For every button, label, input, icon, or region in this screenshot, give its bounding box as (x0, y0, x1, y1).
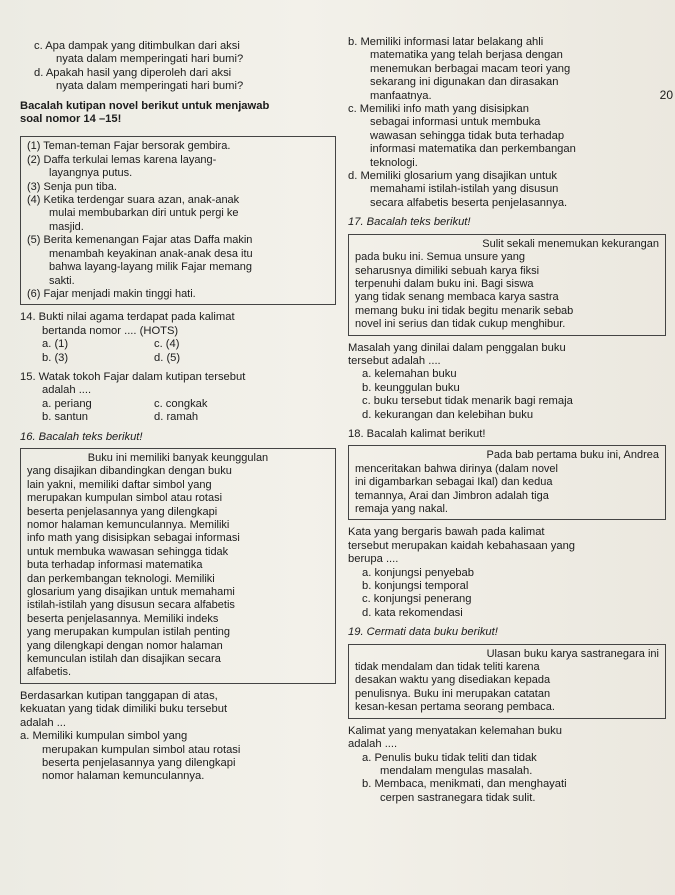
excerpt-line: (5) Berita kemenangan Fajar atas Daffa makin (27, 234, 253, 247)
box-line: Ulasan buku karya sastranegara ini (486, 647, 659, 660)
excerpt-line: masjid. (49, 220, 84, 233)
instruction-line: Bacalah kutipan novel berikut untuk menjawab (20, 99, 270, 112)
option-a-cont: nomor halaman kemunculannya. (42, 770, 205, 783)
option-a-cont: mendalam mengulas masalah. (380, 764, 533, 777)
excerpt-line: sakti. (49, 274, 75, 287)
option-c-cont: teknologi. (370, 156, 418, 169)
option-a-cont: beserta penjelasannya yang dilengkapi (42, 756, 236, 769)
box-line: info math yang disisipkan sebagai informasi (27, 532, 240, 545)
option-d-cont: nyata dalam memperingati hari bumi? (56, 80, 244, 93)
option-b-cont: matematika yang telah berjasa dengan (370, 49, 563, 62)
option-a: a. konjungsi penyebab (362, 566, 474, 579)
option-row (20, 411, 336, 424)
option-d: d. kata rekomendasi (362, 606, 463, 619)
excerpt-line: layangnya putus. (49, 167, 133, 180)
option-c-cont: wawasan sehingga tidak buta terhadap (370, 129, 565, 142)
question-19 (348, 725, 666, 805)
option-b-cont: sekarang ini digunakan dan dirasakan (370, 76, 559, 89)
excerpt-line: (4) Ketika terdengar suara azan, anak-anak (27, 194, 240, 207)
box-line: temannya, Arai dan Jimbron adalah tiga (355, 489, 549, 502)
excerpt-line: (2) Daffa terkulai lemas karena layang- (27, 153, 217, 166)
option-a: a. Memiliki kumpulan simbol yang (20, 730, 188, 743)
box-line: untuk membuka wawasan sehingga tidak (27, 545, 229, 558)
question-text: Kalimat yang menyatakan kelemahan buku (348, 724, 562, 737)
option-row (20, 398, 336, 411)
option-a-cont: merupakan kumpulan simbol atau rotasi (42, 743, 241, 756)
option-c: c. Apa dampak yang ditimbulkan dari aksi (34, 40, 240, 52)
instruction-14-15 (20, 100, 336, 127)
question-text: Masalah yang dinilai dalam penggalan buku (348, 341, 566, 354)
option-c: c. (4) (154, 338, 180, 351)
question-text: tersebut adalah .... (348, 354, 441, 367)
box-line: Sulit sekali menemukan kekurangan (482, 237, 659, 250)
box-line: yang tidak senang membaca karya sastra (355, 291, 559, 304)
option-c-cont: nyata dalam memperingati hari bumi? (56, 53, 244, 66)
right-column (348, 36, 666, 805)
box-line: alfabetis. (27, 666, 72, 679)
option-d: d. Memiliki glosarium yang disajikan untuk (348, 170, 557, 183)
box-line: kesan-kesan pertama seorang pembaca. (355, 701, 555, 714)
review-text-box (20, 448, 336, 684)
excerpt-line: mulai membubarkan diri untuk pergi ke (49, 207, 239, 220)
option-d-cont: secara alfabetis beserta penjelasannya. (370, 196, 568, 209)
question-text: adalah .... (42, 384, 92, 397)
box-line: Buku ini memiliki banyak keunggulan (87, 451, 269, 464)
excerpt-line: (3) Senja pun tiba. (27, 180, 117, 193)
option-c: c. congkak (154, 397, 208, 410)
option-a: a. periang (42, 397, 92, 410)
box-line: novel ini serius dan tidak cukup menghibur. (355, 318, 566, 331)
box-line: menceritakan bahwa dirinya (dalam novel (355, 462, 558, 475)
question-15 (20, 371, 336, 425)
box-line: beserta penjelasannya yang dilengkapi (27, 505, 218, 518)
question-text: berupa .... (348, 553, 399, 566)
box-line: ini digambarkan sebagai Ikal) dan kedua (355, 476, 553, 489)
option-c-cont: informasi matematika dan perkembangan (370, 143, 576, 156)
excerpt-line: menambah keyakinan anak-anak desa itu (49, 247, 253, 260)
box-line: dan perkembangan teknologi. Memiliki (27, 572, 215, 585)
option-c: c. Memiliki info math yang disisipkan (348, 103, 529, 116)
option-c-cont: sebagai informasi untuk membuka (370, 116, 541, 129)
option-b: b. (3) (42, 351, 69, 364)
novel-excerpt-box (20, 136, 336, 305)
question-17 (348, 342, 666, 422)
option-a: a. (1) (42, 338, 69, 351)
box-line: nomor halaman kemunculannya. Memiliki (27, 519, 230, 531)
option-c: c. buku tersebut tidak menarik bagi remaja (362, 395, 573, 408)
option-d: d. Apakah hasil yang diperoleh dari aksi (34, 66, 232, 79)
excerpt-line: bahwa layang-layang milik Fajar memang (49, 261, 252, 274)
box-line: remaja yang nakal. (355, 503, 448, 515)
book-data-box (348, 644, 666, 719)
box-line: pada buku ini. Semua unsure yang (355, 251, 526, 264)
left-column (20, 40, 336, 784)
option-b: b. Memiliki informasi latar belakang ahli (348, 36, 544, 48)
option-b-cont: menemukan berbagai macam teori yang (370, 62, 571, 75)
option-d-cont: memahami istilah-istilah yang disusun (370, 183, 559, 196)
box-line: merupakan kumpulan simbol atau rotasi (27, 492, 223, 505)
box-line: glosarium yang disajikan untuk memahami (27, 586, 235, 599)
question-text: adalah ... (20, 716, 67, 729)
box-line: Pada bab pertama buku ini, Andrea (486, 449, 659, 462)
sentence-box (348, 445, 666, 520)
question-13-options-bcd (348, 36, 666, 210)
option-row (20, 338, 336, 351)
question-18 (348, 526, 666, 620)
box-line: yang merupakan kumpulan istilah penting (27, 626, 231, 639)
box-line: tidak mendalam dan tidak teliti karena (355, 661, 540, 674)
box-line: memang buku ini tidak begitu menarik sebab (355, 304, 574, 317)
question-13-options-cd (20, 40, 336, 94)
option-d: d. (5) (154, 351, 181, 364)
box-line: desakan waktu yang disediakan kepada (355, 674, 551, 687)
option-b-cont: cerpen sastranegara tidak sulit. (380, 791, 536, 804)
box-line: terpenuhi dalam buku ini. Bagi siswa (355, 277, 534, 290)
question-18-title: 18. Bacalah kalimat berikut! (348, 427, 486, 440)
box-line: kemunculan istilah dan disajikan secara (27, 653, 221, 666)
question-text: Berdasarkan kutipan tanggapan di atas, (20, 689, 218, 702)
option-b-cont: manfaatnya. (370, 89, 432, 102)
box-line: penulisnya. Buku ini merupakan catatan (355, 687, 551, 700)
question-text: 15. Watak tokoh Fajar dalam kutipan tersebut (20, 370, 246, 383)
box-line: istilah-istilah yang disusun secara alfabetis (27, 599, 235, 612)
box-line: yang disajikan dibandingkan dengan buku (27, 465, 232, 478)
question-text: adalah .... (348, 738, 398, 751)
box-line: seharusnya dimiliki sebuah karya fiksi (355, 264, 540, 277)
box-line: lain yakni, memiliki daftar simbol yang (27, 478, 212, 491)
box-line: yang dilengkapi dengan nomor halaman (27, 639, 223, 652)
box-line: beserta penjelasannya. Memiliki indeks (27, 612, 219, 625)
option-a: a. kelemahan buku (362, 368, 457, 381)
option-b: b. keunggulan buku (362, 381, 460, 394)
option-b: b. santun (42, 411, 89, 424)
question-text: kekuatan yang tidak dimiliki buku tersebut (20, 703, 228, 716)
option-d: d. kekurangan dan kelebihan buku (362, 408, 534, 421)
excerpt-line: (1) Teman-teman Fajar bersorak gembira. (27, 140, 231, 153)
review-text-box (348, 234, 666, 336)
question-14 (20, 311, 336, 365)
instruction-line: soal nomor 14 –15! (20, 113, 122, 126)
box-line: buta terhadap informasi matematika (27, 559, 203, 572)
question-text: bertanda nomor .... (HOTS) (42, 324, 179, 337)
question-19-title: 19. Cermati data buku berikut! (348, 626, 498, 639)
question-text: Kata yang bergaris bawah pada kalimat (348, 526, 545, 539)
question-16 (20, 690, 336, 784)
page-edge-number: 20 (659, 88, 673, 102)
question-text: 14. Bukti nilai agama terdapat pada kalimat (20, 311, 235, 324)
question-17-title: 17. Bacalah teks berikut! (348, 216, 471, 229)
question-text: tersebut merupakan kaidah kebahasaan yang (348, 539, 576, 552)
option-c: c. konjungsi penerang (362, 593, 472, 606)
option-b: b. Membaca, menikmati, dan menghayati (362, 778, 567, 791)
option-d: d. ramah (154, 411, 199, 424)
excerpt-line: (6) Fajar menjadi makin tinggi hati. (27, 287, 196, 300)
option-b: b. konjungsi temporal (362, 580, 469, 593)
question-16-title: 16. Bacalah teks berikut! (20, 430, 143, 443)
option-row (20, 352, 336, 365)
option-a: a. Penulis buku tidak teliti dan tidak (362, 751, 537, 764)
